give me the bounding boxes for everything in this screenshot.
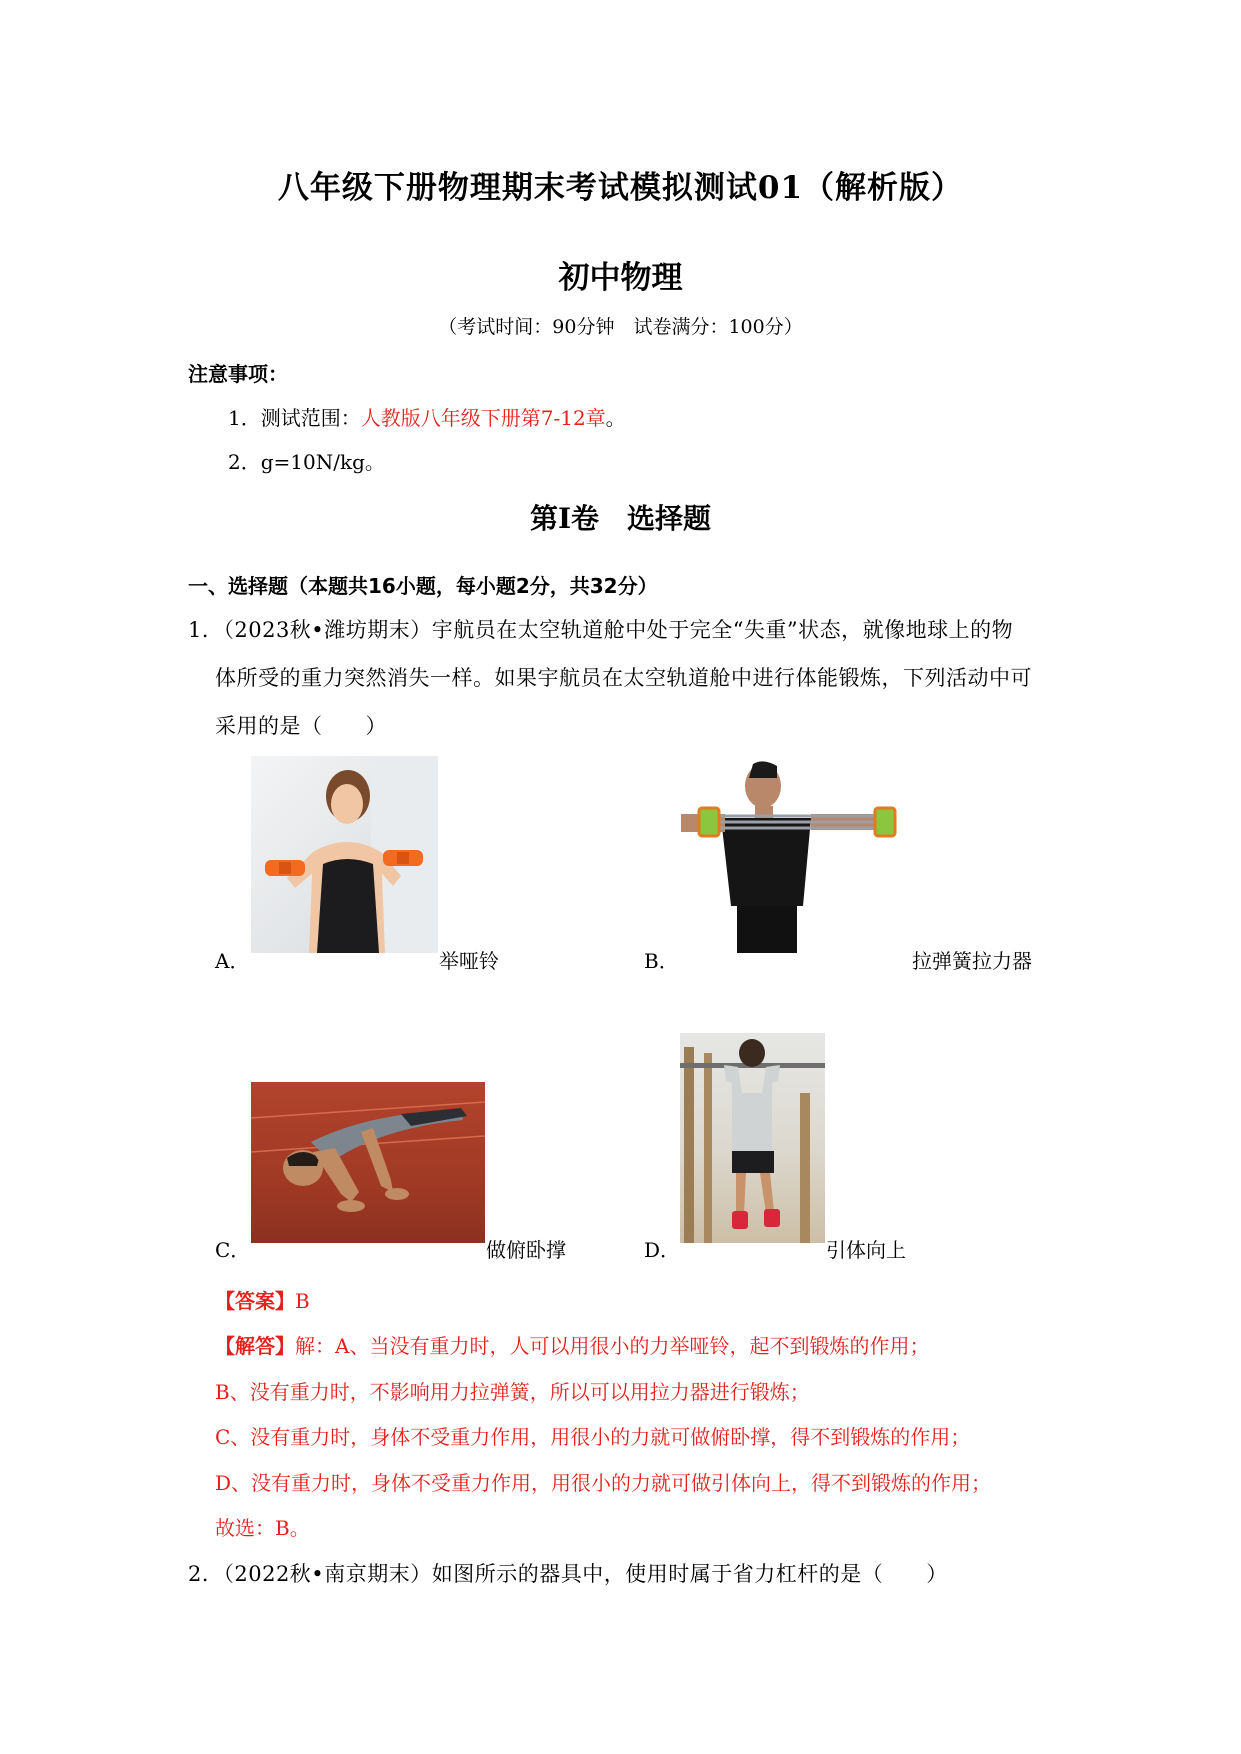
notice-number: 2． (228, 450, 261, 474)
notice-text: g=10N/kg。 (260, 450, 385, 474)
spring-expander-man-image (681, 756, 908, 953)
notice-highlight: 人教版八年级下册第7-12章 (360, 406, 606, 430)
notice-item-1 (228, 402, 626, 431)
option-c-label: C． (215, 1238, 251, 1262)
notice-suffix: 。 (605, 406, 626, 430)
analysis-text: 解：A、当没有重力时，人可以用很小的力举哑铃，起不到锻炼的作用； (295, 1334, 930, 1358)
answer-line (215, 1285, 310, 1314)
notice-number: 1． (228, 406, 261, 430)
analysis-line-1 (215, 1330, 929, 1359)
option-b-text: 拉弹簧拉力器 (912, 949, 1032, 973)
analysis-tag: 【解答】 (215, 1334, 295, 1358)
answer-tag: 【答案】 (215, 1289, 295, 1313)
question-1-line-1: 1．（2023秋•潍坊期末）宇航员在太空轨道舱中处于完全“失重”状态，就像地球上的物 (188, 618, 1014, 642)
option-d-text: 引体向上 (826, 1238, 906, 1262)
notice-prefix: 测试范围： (260, 406, 361, 430)
document-title: 八年级下册物理期末考试模拟测试01（解析版） (277, 170, 964, 206)
question-1-line-2: 体所受的重力突然消失一样。如果宇航员在太空轨道舱中进行体能锻炼，下列活动中可 (215, 666, 1032, 690)
analysis-line-4: D、没有重力时，身体不受重力作用，用很小的力就可做引体向上，得不到锻炼的作用； (215, 1471, 992, 1495)
question-1-line-3: 采用的是（ ） (215, 714, 387, 738)
pullup-man-image (680, 1033, 825, 1243)
answer-value: B (295, 1289, 310, 1313)
pushup-man-image (251, 1082, 485, 1243)
option-b-label: B． (644, 949, 679, 973)
notice-item-2 (228, 446, 385, 475)
section-title: 第Ⅰ卷 选择题 (529, 502, 712, 535)
part-heading: 一、选择题（本题共16小题，每小题2分，共32分） (188, 574, 658, 598)
exam-info: （考试时间：90分钟 试卷满分：100分） (438, 316, 803, 338)
option-c-text: 做俯卧撑 (486, 1238, 566, 1262)
analysis-line-3: C、没有重力时，身体不受重力作用，用很小的力就可做俯卧撑，得不到锻炼的作用； (215, 1425, 971, 1449)
dumbbell-woman-image (251, 756, 438, 953)
document-subtitle: 初中物理 (558, 260, 683, 296)
analysis-line-2: B、没有重力时，不影响用力拉弹簧，所以可以用拉力器进行锻炼； (215, 1380, 810, 1404)
question-2-line-1: 2．（2022秋•南京期末）如图所示的器具中，使用时属于省力杠杆的是（ ） (188, 1562, 948, 1586)
analysis-line-5: 故选：B。 (215, 1516, 310, 1540)
option-a-text: 举哑铃 (439, 949, 499, 973)
notice-label: 注意事项： (188, 362, 288, 386)
option-d-label: D． (644, 1238, 681, 1262)
option-a-label: A． (215, 949, 250, 973)
